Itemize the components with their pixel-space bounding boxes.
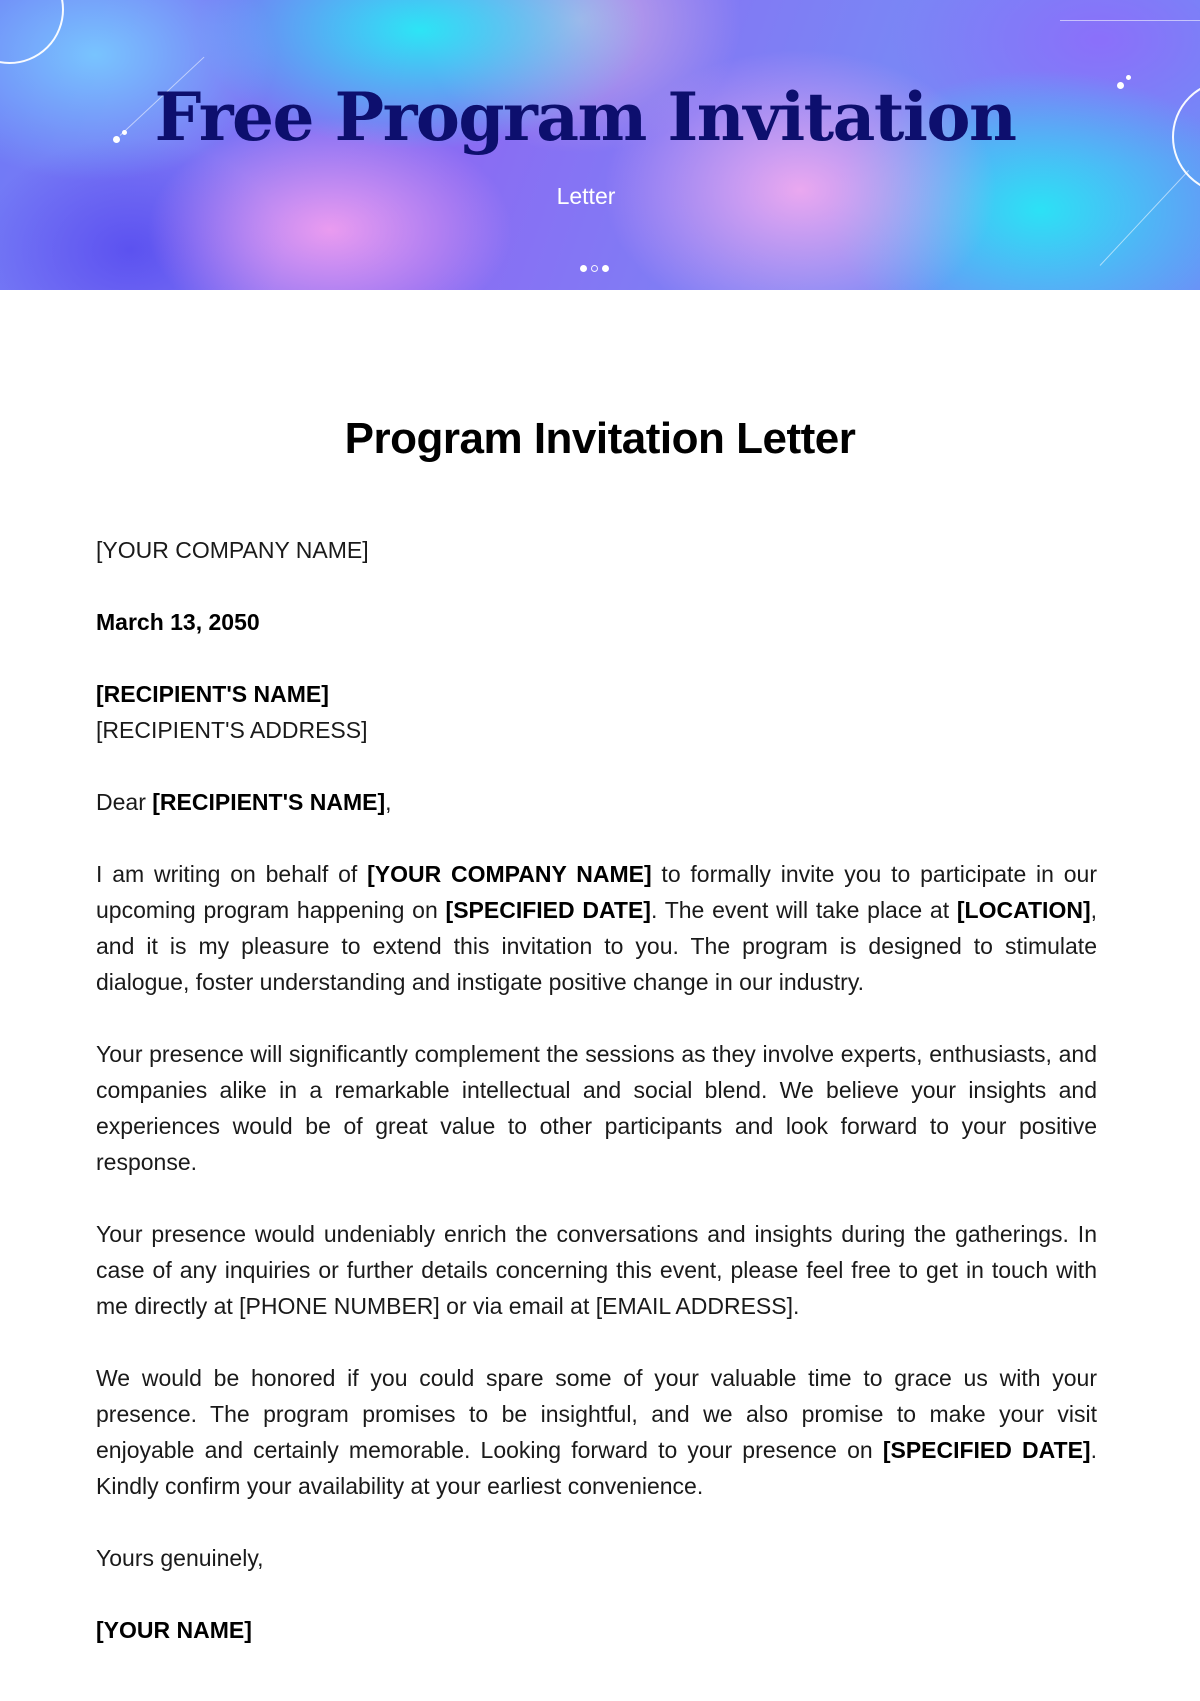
carousel-pager (580, 265, 609, 272)
decorative-circle-right (1172, 80, 1200, 194)
paragraph-4 (96, 1360, 1097, 1504)
sender-company: [YOUR COMPANY NAME] (96, 537, 369, 563)
paragraph-1-text: I am writing on behalf of (96, 861, 368, 887)
paragraph-2: Your presence will significantly complement the sessions as they involve experts, enthusiasts, and companies alike in a remarkable intellectual and social blend. We believe your insights and experiences would be of great value to other participants and look forward to your positive response. (96, 1041, 1097, 1175)
greeting-name: [RECIPIENT'S NAME] (152, 789, 386, 815)
recipient-address: [RECIPIENT'S ADDRESS] (96, 717, 368, 743)
decorative-circle-top-left (0, 0, 64, 64)
signature (96, 1612, 1097, 1648)
greeting (96, 784, 1097, 820)
paragraph-4-text: . Kindly confirm your availability at your earliest convenience. (96, 1437, 1097, 1499)
greeting-suffix: , (385, 789, 392, 815)
closing: Yours genuinely, (96, 1545, 264, 1571)
paragraph-1-text: , and it is my pleasure to extend this invitation to you. The program is designed to stimulate dialogue, foster understanding and instigate positive change in our industry. (96, 897, 1097, 995)
paragraph-1-text: to formally invite you to participate in our upcoming program happening on (96, 861, 1097, 923)
pager-dot[interactable] (591, 265, 598, 272)
header-banner (0, 0, 1200, 290)
pager-dot[interactable] (602, 265, 609, 272)
paragraph-1 (96, 856, 1097, 1000)
greeting-prefix: Dear (96, 789, 153, 815)
placeholder-location: [LOCATION] (956, 897, 1091, 923)
letter-body (96, 532, 1097, 1684)
recipient-name (96, 676, 1097, 712)
decorative-line-top-right (1060, 20, 1200, 21)
document-title: Program Invitation Letter (344, 414, 856, 463)
placeholder-date: [SPECIFIED DATE] (445, 897, 651, 923)
recipient-name-text: [RECIPIENT'S NAME] (96, 681, 329, 707)
banner-subtitle: Letter (556, 183, 616, 209)
placeholder-company: [YOUR COMPANY NAME] (367, 861, 652, 887)
paragraph-4-text: We would be honored if you could spare some of your valuable time to grace us with your presence. The program promises to be insightful, and we also promise to make your visit enjoyable and certainly memorable. Looking forward to your presence on (96, 1365, 1097, 1463)
paragraph-3: Your presence would undeniably enrich the conversations and insights during the gatherings. In case of any inquiries or further details concerning this event, please feel free to get in touch with me directly at [PHONE NUMBER] or via email at [EMAIL ADDRESS]. (96, 1221, 1097, 1319)
letter-date-text: March 13, 2050 (96, 609, 260, 635)
letter-date (96, 604, 1097, 640)
paragraph-1-text: . The event will take place at (650, 897, 957, 923)
banner-title: Free Program Invitation (154, 78, 1016, 156)
signature-name: [YOUR NAME] (96, 1617, 252, 1643)
placeholder-date: [SPECIFIED DATE] (882, 1437, 1091, 1463)
pager-dot[interactable] (580, 265, 587, 272)
